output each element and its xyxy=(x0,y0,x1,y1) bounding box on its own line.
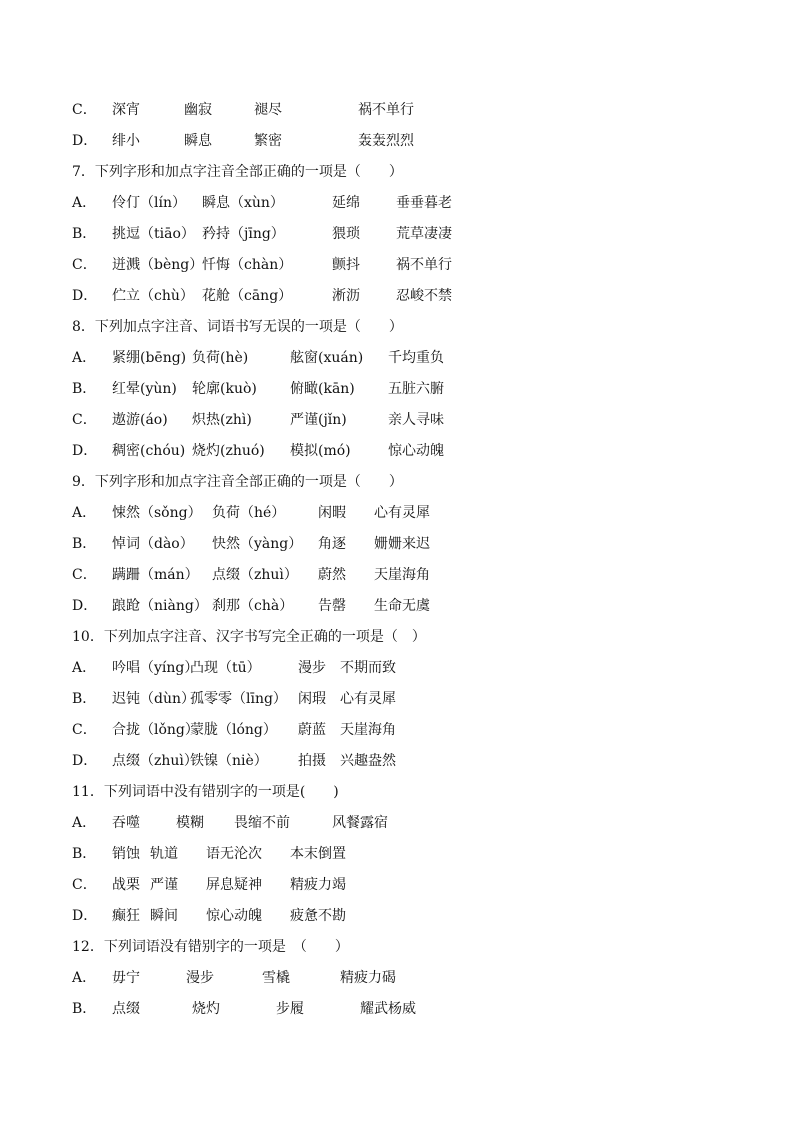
answer-option xyxy=(72,220,732,251)
option-term: 伫立（chù） xyxy=(112,288,194,304)
answer-option xyxy=(72,716,732,747)
option-term: 惊心动魄 xyxy=(206,908,262,924)
option-term: 疲惫不勘 xyxy=(290,908,346,924)
option-term: 生命无虞 xyxy=(374,598,430,614)
option-term: 忏悔（chàn） xyxy=(202,257,293,273)
option-letter: C． xyxy=(72,257,97,273)
option-term: 闲暇 xyxy=(318,505,346,521)
option-term: 荒草凄凄 xyxy=(396,226,452,242)
option-letter: D． xyxy=(72,753,98,769)
option-term: 惊心动魄 xyxy=(388,443,444,459)
option-term: 轨道 xyxy=(150,846,178,862)
option-term: 刹那（chà） xyxy=(212,598,294,614)
option-term: 天崖海角 xyxy=(374,567,430,583)
option-term: 烧灼(zhuó) xyxy=(192,443,265,459)
option-term: 轮廓(kuò) xyxy=(192,381,257,397)
option-term: 姗姗来迟 xyxy=(374,536,430,552)
option-term: 心有灵犀 xyxy=(374,505,430,521)
option-letter: B． xyxy=(72,536,97,552)
question-text: 11．下列词语中没有错别字的一项是( ) xyxy=(72,784,339,800)
question-stem xyxy=(72,468,732,499)
option-term: 踉跄（niàng） xyxy=(112,598,208,614)
option-term: 颤抖 xyxy=(332,257,360,273)
option-term: 烧灼 xyxy=(192,1001,220,1017)
question-text: 9．下列字形和加点字注音全部正确的一项是（ ） xyxy=(72,474,403,490)
answer-option xyxy=(72,964,732,995)
answer-option xyxy=(72,127,732,158)
answer-option xyxy=(72,96,732,127)
option-term: 吟唱（yíng） xyxy=(112,660,199,676)
option-term: 炽热(zhì) xyxy=(192,412,252,428)
option-term: 天崖海角 xyxy=(340,722,396,738)
option-letter: B． xyxy=(72,846,97,862)
option-term: 模糊 xyxy=(176,815,204,831)
option-term: 千均重负 xyxy=(388,350,444,366)
option-letter: D． xyxy=(72,443,98,459)
option-term: 五脏六腑 xyxy=(388,381,444,397)
answer-option xyxy=(72,561,732,592)
option-term: 绯小 xyxy=(112,133,140,149)
option-term: 祸不单行 xyxy=(396,257,452,273)
question-stem xyxy=(72,778,732,809)
option-term: 点缀 xyxy=(112,1001,140,1017)
answer-option xyxy=(72,995,732,1026)
option-term: 风餐露宿 xyxy=(332,815,388,831)
option-term: 延绵 xyxy=(332,195,360,211)
answer-option xyxy=(72,809,732,840)
option-term: 不期而致 xyxy=(340,660,396,676)
option-letter: B． xyxy=(72,1001,97,1017)
option-letter: A． xyxy=(72,350,97,366)
option-term: 轰轰烈烈 xyxy=(358,133,414,149)
option-term: 孤零零（līng） xyxy=(190,691,287,707)
option-letter: D． xyxy=(72,598,98,614)
question-text: 10．下列加点字注音、汉字书写完全正确的一项是（ ） xyxy=(72,629,426,645)
option-letter: B． xyxy=(72,691,97,707)
answer-option xyxy=(72,871,732,902)
option-term: 销蚀 xyxy=(112,846,140,862)
option-term: 漫步 xyxy=(298,660,326,676)
option-term: 雪橇 xyxy=(262,970,290,986)
option-term: 角逐 xyxy=(318,536,346,552)
option-term: 负荷（hé） xyxy=(212,505,286,521)
option-term: 蹒跚（mán） xyxy=(112,567,199,583)
question-stem xyxy=(72,933,732,964)
option-letter: A． xyxy=(72,970,97,986)
option-term: 模拟(mó) xyxy=(290,443,351,459)
option-term: 闲瑕 xyxy=(298,691,326,707)
answer-option xyxy=(72,189,732,220)
option-term: 淅沥 xyxy=(332,288,360,304)
option-term: 悼词（dào） xyxy=(112,536,194,552)
option-term: 癫狂 xyxy=(112,908,140,924)
option-letter: C． xyxy=(72,567,97,583)
option-term: 心有灵犀 xyxy=(340,691,396,707)
option-term: 垂垂暮老 xyxy=(396,195,452,211)
option-letter: A． xyxy=(72,195,97,211)
answer-option xyxy=(72,499,732,530)
option-term: 严谨 xyxy=(150,877,178,893)
option-term: 紧绷(bēng) xyxy=(112,350,187,366)
option-term: 畏缩不前 xyxy=(234,815,290,831)
option-term: 步履 xyxy=(276,1001,304,1017)
answer-option xyxy=(72,251,732,282)
option-term: 深宵 xyxy=(112,102,140,118)
option-term: 亲人寻味 xyxy=(388,412,444,428)
option-term: 忍峻不禁 xyxy=(396,288,452,304)
option-letter: C． xyxy=(72,722,97,738)
question-stem xyxy=(72,313,732,344)
option-term: 毋宁 xyxy=(112,970,140,986)
answer-option xyxy=(72,375,732,406)
option-term: 战栗 xyxy=(112,877,140,893)
option-term: 褪尽 xyxy=(254,102,282,118)
option-term: 俯瞰(kān) xyxy=(290,381,355,397)
option-term: 矜持（jīng） xyxy=(202,226,285,242)
option-term: 稠密(chóu) xyxy=(112,443,186,459)
option-term: 祸不单行 xyxy=(358,102,414,118)
option-term: 蔚蓝 xyxy=(298,722,326,738)
answer-option xyxy=(72,437,732,468)
option-term: 本末倒置 xyxy=(290,846,346,862)
option-term: 瞬息（xùn） xyxy=(202,195,284,211)
option-term: 拍摄 xyxy=(298,753,326,769)
option-letter: C． xyxy=(72,877,97,893)
option-term: 繁密 xyxy=(254,133,282,149)
option-term: 遨游(áo) xyxy=(112,412,168,428)
option-term: 点缀（zhuì） xyxy=(212,567,298,583)
option-term: 蔚然 xyxy=(318,567,346,583)
option-term: 负荷(hè) xyxy=(192,350,249,366)
option-term: 瞬间 xyxy=(150,908,178,924)
answer-option xyxy=(72,902,732,933)
option-term: 凸现（tū） xyxy=(190,660,261,676)
option-term: 迸溅（bèng） xyxy=(112,257,204,273)
option-term: 蒙胧（lóng） xyxy=(190,722,277,738)
option-term: 漫步 xyxy=(186,970,214,986)
option-term: 挑逗（tiāo） xyxy=(112,226,195,242)
exam-document xyxy=(72,96,732,1026)
answer-option xyxy=(72,654,732,685)
answer-option xyxy=(72,685,732,716)
option-term: 快然（yàng） xyxy=(212,536,303,552)
option-letter: D． xyxy=(72,133,98,149)
option-term: 告罄 xyxy=(318,598,346,614)
option-letter: A． xyxy=(72,660,97,676)
option-term: 点缀（zhuì） xyxy=(112,753,198,769)
option-term: 兴趣盎然 xyxy=(340,753,396,769)
answer-option xyxy=(72,530,732,561)
answer-option xyxy=(72,344,732,375)
option-letter: D． xyxy=(72,908,98,924)
answer-option xyxy=(72,592,732,623)
option-term: 吞噬 xyxy=(112,815,140,831)
option-term: 语无沦次 xyxy=(206,846,262,862)
option-term: 猥琐 xyxy=(332,226,360,242)
option-letter: A． xyxy=(72,815,97,831)
option-letter: B． xyxy=(72,226,97,242)
option-term: 铁镍（niè） xyxy=(190,753,268,769)
option-letter: C． xyxy=(72,102,97,118)
question-stem xyxy=(72,158,732,189)
option-term: 迟钝（dùn） xyxy=(112,691,195,707)
option-term: 伶仃（lín） xyxy=(112,195,186,211)
option-term: 严谨(jǐn) xyxy=(290,412,347,428)
option-letter: A． xyxy=(72,505,97,521)
option-term: 红晕(yùn) xyxy=(112,381,177,397)
answer-option xyxy=(72,840,732,871)
question-stem xyxy=(72,623,732,654)
question-text: 8．下列加点字注音、词语书写无误的一项是（ ） xyxy=(72,319,403,335)
option-term: 瞬息 xyxy=(184,133,212,149)
answer-option xyxy=(72,406,732,437)
option-letter: C． xyxy=(72,412,97,428)
option-term: 精疲力竭 xyxy=(290,877,346,893)
option-term: 耀武杨威 xyxy=(360,1001,416,1017)
question-text: 7．下列字形和加点字注音全部正确的一项是（ ） xyxy=(72,164,403,180)
question-text: 12．下列词语没有错别字的一项是 （ ） xyxy=(72,939,349,955)
option-letter: D． xyxy=(72,288,98,304)
option-term: 悚然（sǒng） xyxy=(112,505,202,521)
option-term: 精疲力碣 xyxy=(340,970,396,986)
option-term: 舷窗(xuán) xyxy=(290,350,364,366)
option-term: 合拢（lǒng） xyxy=(112,722,199,738)
answer-option xyxy=(72,747,732,778)
answer-option xyxy=(72,282,732,313)
option-term: 屏息疑神 xyxy=(206,877,262,893)
option-term: 花舱（cāng） xyxy=(202,288,293,304)
option-term: 幽寂 xyxy=(184,102,212,118)
option-letter: B． xyxy=(72,381,97,397)
